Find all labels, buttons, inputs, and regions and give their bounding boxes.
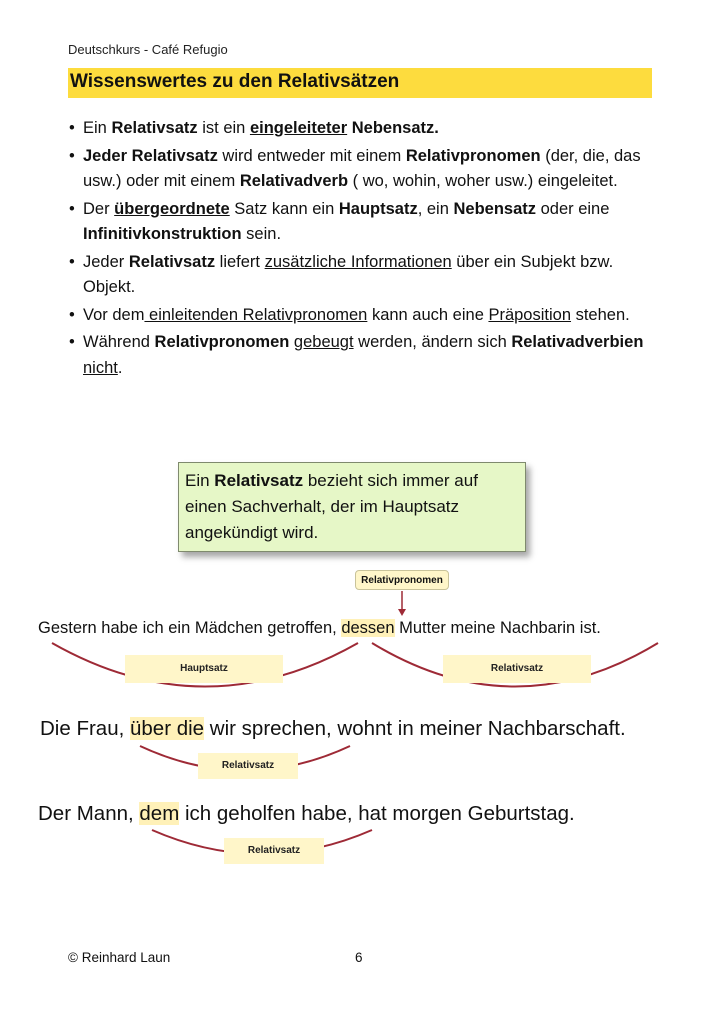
relativsatz-label-3: Relativsatz xyxy=(224,838,324,864)
relativpronomen-label: Relativpronomen xyxy=(355,570,449,590)
copyright-footer: © Reinhard Laun xyxy=(68,950,171,965)
example-sentence-2: Die Frau, über die wir sprechen, wohnt in meiner Nachbarschaft. xyxy=(40,717,626,740)
pointer-arrow-head xyxy=(398,609,406,616)
list-item: • Vor dem einleitenden Relativpronomen kann auch eine Präposition stehen. xyxy=(68,303,658,329)
highlight-dessen: dessen xyxy=(341,619,395,637)
relativsatz-label-1: Relativsatz xyxy=(443,655,591,683)
list-item: • Der übergeordnete Satz kann ein Hauptsatz, ein Nebensatz oder eine Infinitivkonstruktion sein. xyxy=(68,197,658,248)
highlight-dem: dem xyxy=(139,802,180,825)
example-sentence-1: Gestern habe ich ein Mädchen getroffen, dessen Mutter meine Nachbarin ist. xyxy=(38,619,601,637)
course-header: Deutschkurs - Café Refugio xyxy=(68,42,228,57)
list-item: • Jeder Relativsatz wird entweder mit einem Relativpronomen (der, die, das usw.) oder mit einem Relativadverb ( wo, wohin, woher usw.) eingeleitet. xyxy=(68,144,658,195)
list-item: • Während Relativpronomen gebeugt werden, ändern sich Relativadverbien nicht. xyxy=(68,330,658,381)
example-sentence-3: Der Mann, dem ich geholfen habe, hat morgen Geburtstag. xyxy=(38,802,575,825)
relativsatz-label-2: Relativsatz xyxy=(198,753,298,779)
list-item: • Jeder Relativsatz liefert zusätzliche Informationen über ein Subjekt bzw. Objekt. xyxy=(68,250,658,301)
page-number: 6 xyxy=(355,950,363,965)
info-box: Ein Relativsatz bezieht sich immer auf einen Sachverhalt, der im Hauptsatz angekündigt wird. xyxy=(178,462,526,552)
list-item: • Ein Relativsatz ist ein eingeleiteter Nebensatz. xyxy=(68,116,658,142)
hauptsatz-label: Hauptsatz xyxy=(125,655,283,683)
highlight-ueber-die: über die xyxy=(130,717,205,740)
page-title: Wissenswertes zu den Relativsätzen xyxy=(70,71,400,92)
